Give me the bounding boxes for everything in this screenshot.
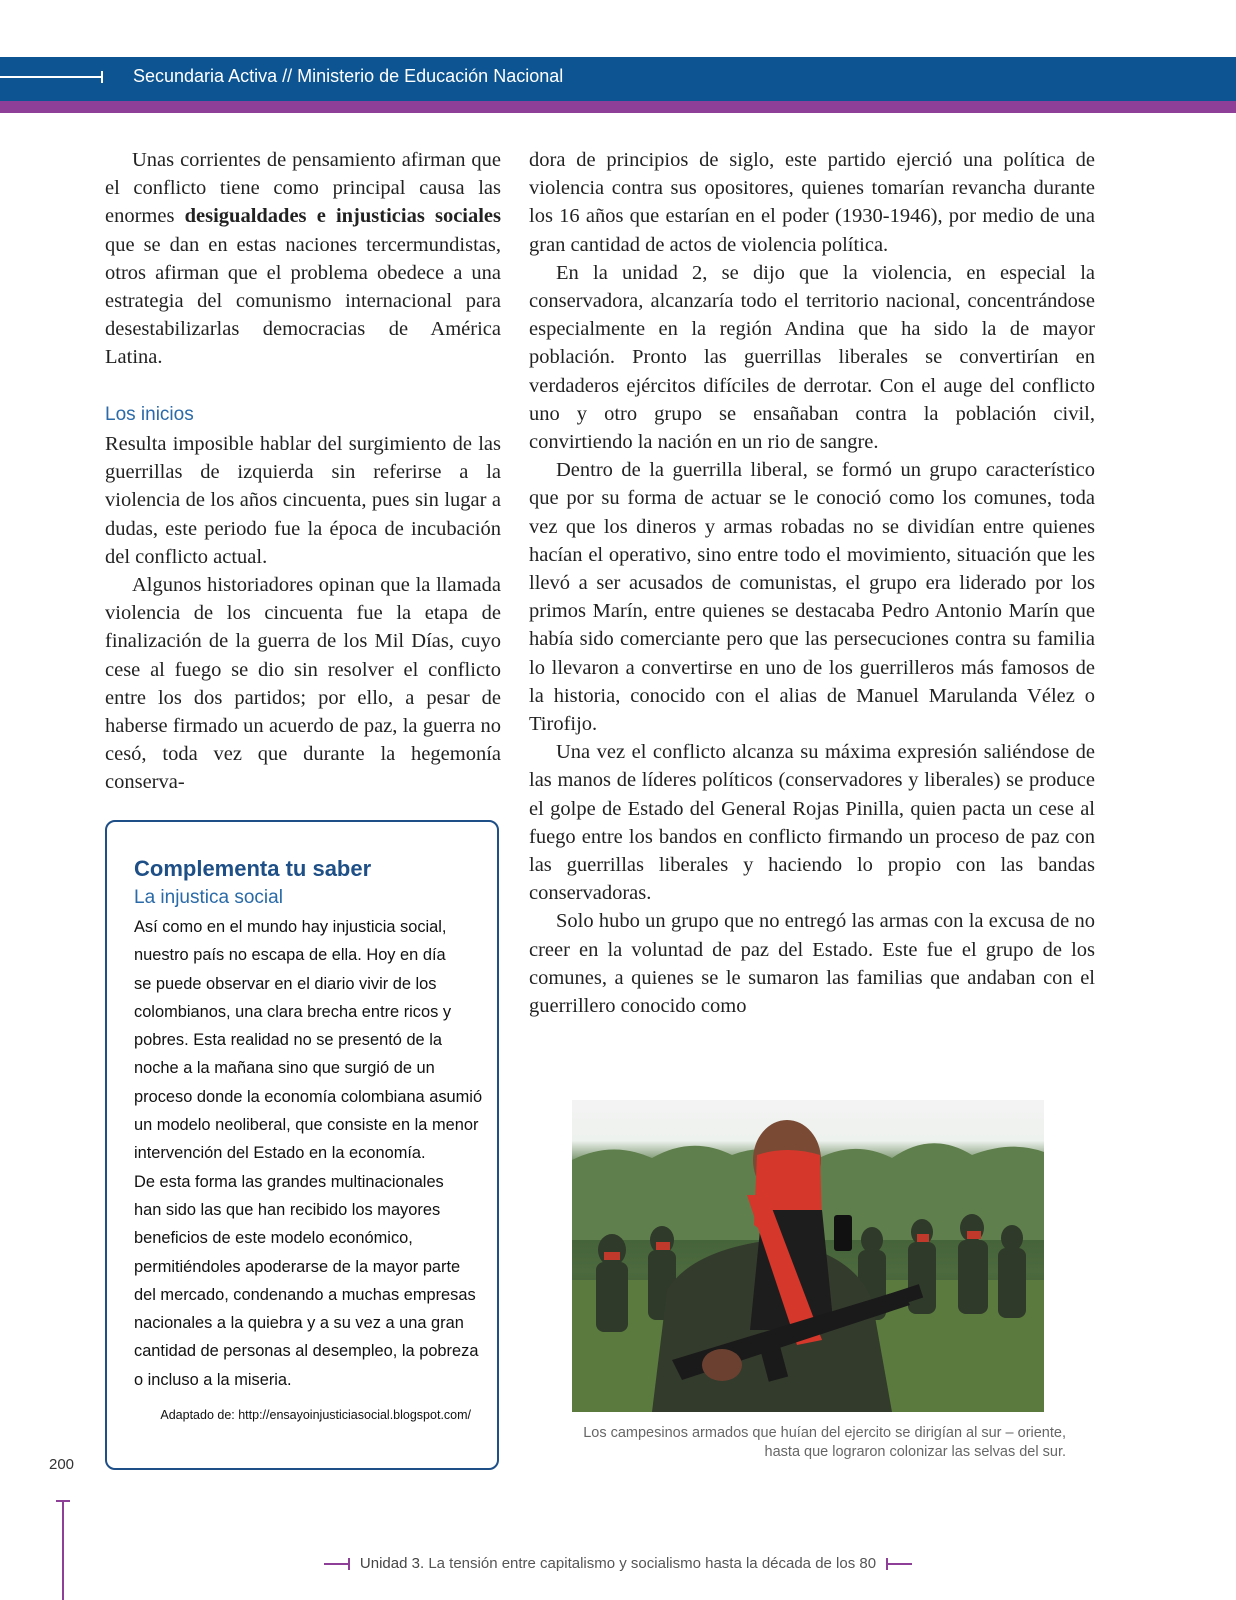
box-line: Así como en el mundo hay injusticia social, (134, 918, 447, 936)
box-line: han sido las que han recibido los mayores (134, 1200, 441, 1219)
left-paragraph-3: Algunos historiadores opinan que la llamada violencia de los cincuenta fue la etapa de finalización de la guerra de los Mil Días, cuyo cese al fuego se dio sin resolver el conflicto entre los dos partidos; por ello, a pesar de haberse firmado un acuerdo de paz, la guerra no cesó, toda vez que durante la hegemonía conserva- (105, 574, 501, 794)
right-paragraph-3: Dentro de la guerrilla liberal, se formó un grupo característico que por su forma de actuar se le conoció como los comunes, toda vez que los dineros y armas robadas no se dividían entre quienes hacían el operativo, sino entre todo el movimiento, situación que les llevó a ser acusados de comunistas, el grupo era liderado por los primos Marín, entre quienes se destacaba Pedro Antonio Marín que había sido comerciante pero que las persecuciones contra su familia lo llevaron a convertirse en uno de los guerrilleros más famosos de la historia, conocido con el alias de Manuel Marulanda Vélez o Tirofijo. (529, 459, 1095, 736)
footer-unit: Unidad 3. (359, 1555, 425, 1572)
complementa-tu-saber-box (105, 820, 499, 1470)
box-line: cantidad de personas al desempleo, la pobreza (134, 1342, 479, 1361)
right-paragraph-2: En la unidad 2, se dijo que la violencia, en especial la conservadora, alcanzaría todo el territorio nacional, concentrándose especialmente en la región Andina que ha sido la de mayor población. Pronto las guerrillas liberales se convertirían en verdaderos ejércitos difíciles de derrotar. Con el auge del conflicto uno y otro grupo se ensañaban contra la población civil, convirtiendo la nación en un rio de sangre. (529, 261, 1095, 454)
footer-mark-right (886, 1563, 912, 1565)
header-line-mark (0, 76, 102, 78)
box-line: o incluso a la miseria. (134, 1370, 292, 1389)
right-column (529, 146, 1095, 1020)
left-paragraph-1: Unas corrientes de pensamiento afirman que el conflicto tiene como principal causa las enormes desigualdades e injusticias sociales que se dan en estas naciones tercermundistas, otros afirman que el problema obedece a una estrategia del comunismo internacional para desestabilizarlas democracias de América Latina. (105, 149, 502, 369)
box-line: intervención del Estado en la economía. (134, 1144, 426, 1163)
box-line: nuestro país no escapa de ella. Hoy en día (134, 946, 446, 965)
box-line: pobres. Esta realidad no se presentó de la (134, 1031, 442, 1050)
right-paragraph-1: dora de principios de siglo, este partido ejerció una política de violencia contra sus opositores, quienes tomarían revancha durante los 16 años que estarían en el poder (1930-1946), por medio de una gran cantidad de actos de violencia política. (529, 149, 1095, 256)
header-tick-mark (101, 71, 103, 83)
left-column-intro (105, 146, 501, 372)
box-line: permitiéndoles apoderarse de la mayor parte (134, 1257, 461, 1276)
footer-title: La tensión entre capitalismo y socialismo hasta la década de los 80 (428, 1555, 877, 1572)
footer-mark-left (324, 1563, 350, 1565)
box-line: se puede observar en el diario vivir de los (134, 974, 437, 993)
box-line: noche a la mañana sino que surgió de un (134, 1059, 435, 1078)
left-paragraph-2: Resulta imposible hablar del surgimiento de las guerrillas de izquierda sin referirse a la violencia de los años cincuenta, pues sin lugar a dudas, este periodo fue la época de incubación del conflicto actual. (105, 433, 501, 568)
header-title: Secundaria Activa // Ministerio de Educación Nacional (133, 66, 564, 86)
hand (702, 1349, 742, 1381)
bold-phrase: desigualdades e injusticias sociales (184, 205, 502, 228)
box-line: beneficios de este modelo económico, (134, 1229, 413, 1248)
box-title: Complementa tu saber (134, 856, 372, 881)
caption-line-2: hasta que lograron colonizar las selvas del sur. (764, 1444, 1066, 1460)
subheading-los-inicios: Los inicios (105, 404, 194, 425)
footer (0, 1555, 1236, 1572)
box-line: un modelo neoliberal, que consiste en la menor (134, 1116, 479, 1135)
box-body-text (134, 913, 484, 1394)
margin-bar (62, 1500, 64, 1600)
guerrilla-photo (572, 1100, 1044, 1412)
box-subtitle: La injustica social (134, 887, 283, 908)
box-line: del mercado, condenando a muchas empresas (134, 1285, 476, 1304)
photo-caption (540, 1424, 1066, 1462)
box-line: De esta forma las grandes multinacionales (134, 1172, 444, 1191)
box-line: proceso donde la economía colombiana asumió (134, 1087, 483, 1106)
caption-line-1: Los campesinos armados que huían del ejercito se dirigían al sur – oriente, (583, 1425, 1066, 1441)
box-line: colombianos, una clara brecha entre ricos y (134, 1002, 452, 1021)
left-column-body (105, 430, 501, 797)
photo-illustration (572, 1100, 1044, 1412)
right-paragraph-5: Solo hubo un grupo que no entregó las armas con la excusa de no creer en la voluntad de paz del Estado. Este fue el grupo de los comunes, a quienes se le sumaron las familias que andaban con el guerrillero conocido como (529, 910, 1095, 1018)
header-accent-strip (0, 101, 1236, 113)
page-number: 200 (49, 1456, 75, 1473)
box-line: nacionales a la quiebra y a su vez a una gran (134, 1314, 464, 1333)
box-source: Adaptado de: http://ensayoinjusticiasocial.blogspot.com/ (160, 1408, 471, 1422)
right-paragraph-4: Una vez el conflicto alcanza su máxima expresión saliéndose de las manos de líderes políticos (conservadores y liberales) se produce el golpe de Estado del General Rojas Pinilla, quien pacta un cese al fuego entre los bandos en conflicto firmando un proceso de paz con las guerrillas liberales y haciendo lo propio con las bandas conservadoras. (529, 741, 1095, 905)
